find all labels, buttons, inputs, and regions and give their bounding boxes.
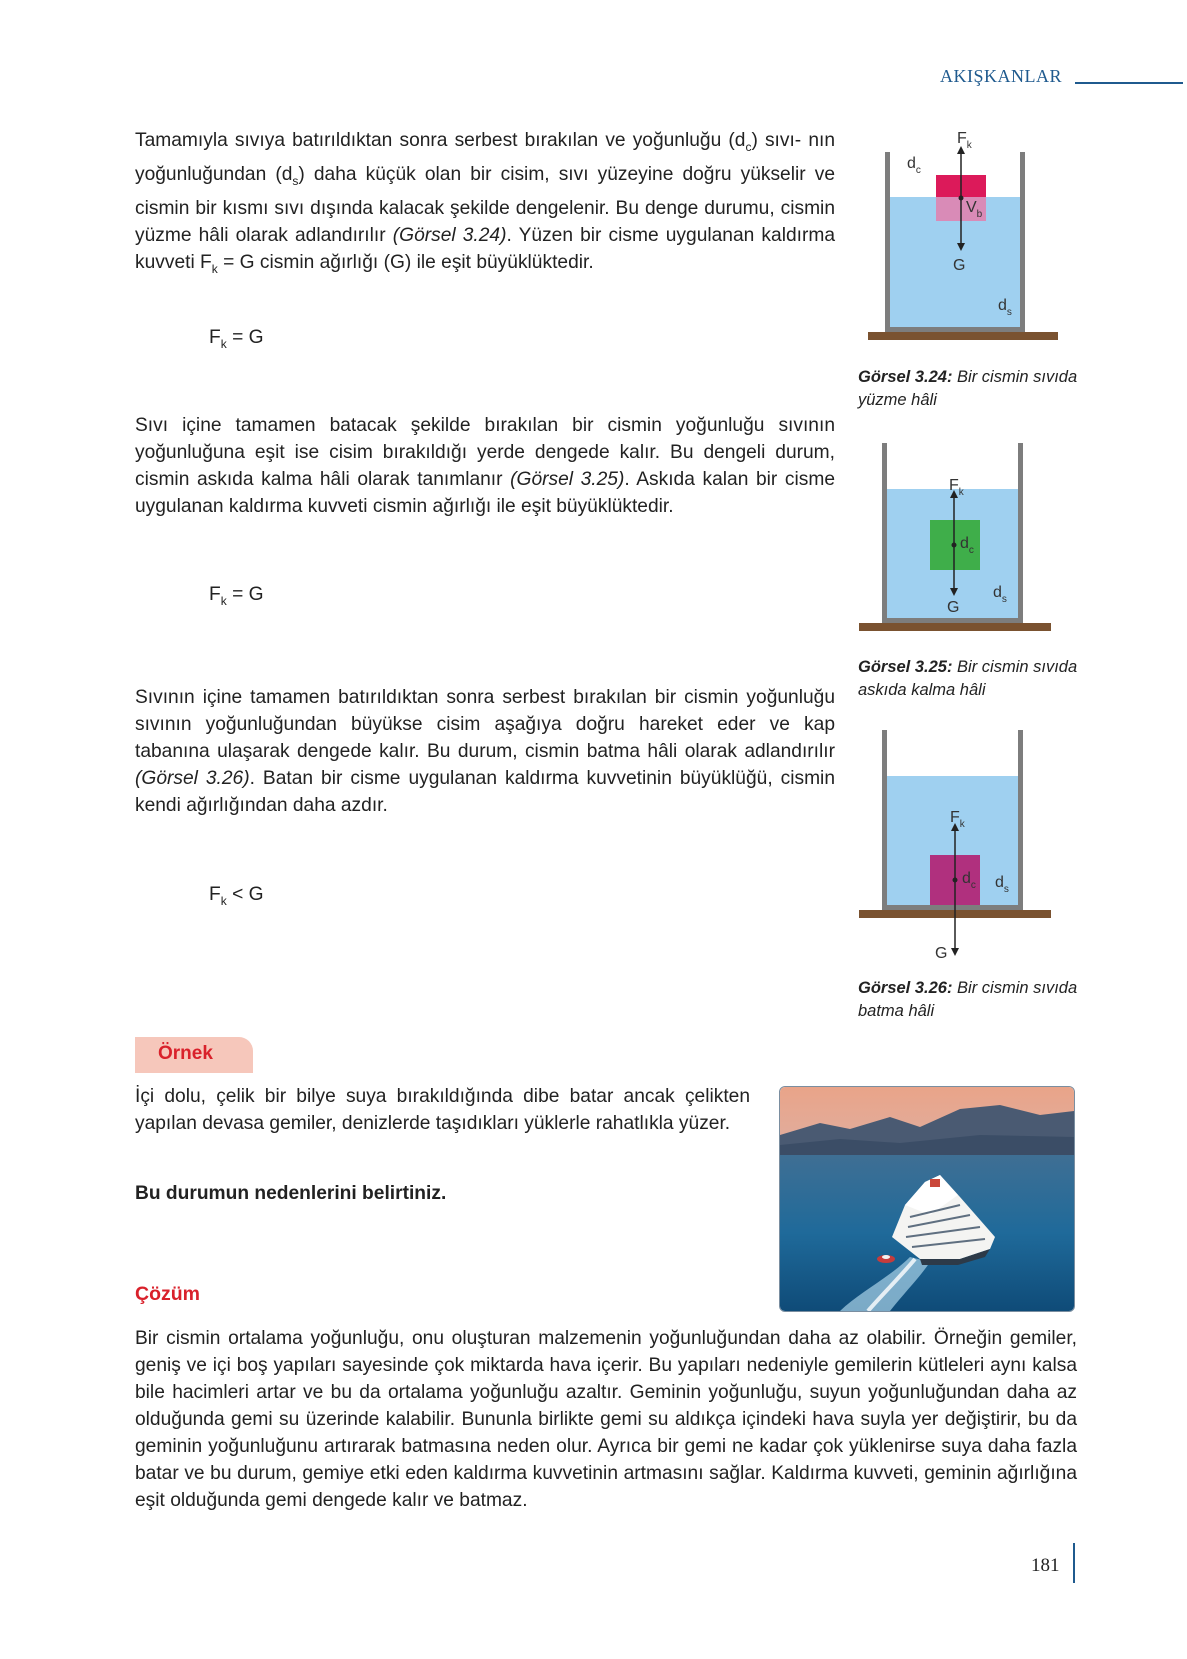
formula-rhs: = G	[226, 584, 264, 605]
formula-lhs: F	[209, 584, 221, 605]
header-rule	[1075, 82, 1183, 84]
label-fk: $F_k$	[949, 477, 964, 498]
caption-label: Görsel 3.24:	[858, 368, 953, 386]
label-dc: $d_c$	[907, 155, 921, 176]
label-ds: $d_s$	[998, 297, 1012, 318]
caption-suspended	[858, 656, 1098, 702]
ground	[859, 623, 1051, 631]
caption-sinking	[858, 977, 1098, 1023]
paragraph-suspended	[135, 412, 835, 520]
formula-sinking	[209, 884, 264, 908]
page-number: 181	[1031, 1555, 1060, 1576]
container-right-wall	[1018, 730, 1023, 910]
formula-sub: k	[220, 336, 227, 351]
label-g: G	[947, 599, 960, 616]
label-ds: $d_s$	[995, 874, 1009, 895]
text: ) daha küçük olan bir cisim, sıvı yüzeyine doğru yükselir ve cismin bir kısmı sıvı dışında kalacak şekilde dengelenir. Bu denge durumu, cismin yüzme hâli olarak adlandırılır	[135, 163, 835, 246]
container-left-wall	[882, 443, 887, 623]
caption-floating	[858, 366, 1098, 412]
arrow-down-icon	[951, 948, 959, 956]
container-left-wall	[882, 730, 887, 910]
label-dc: $d_c$	[960, 535, 974, 556]
text: . Yüzen bir cisme uygulanan kaldırma kuvveti F	[135, 224, 835, 273]
subscript: c	[745, 139, 752, 154]
paragraph-sinking	[135, 684, 835, 819]
caption-label: Görsel 3.25:	[858, 658, 953, 676]
header-title: AKIŞKANLAR	[940, 66, 1062, 86]
example-text: İçi dolu, çelik bir bilye suya bırakıldığında dibe batar ancak çelikten yapılan devasa gemiler, denizlerde taşıdıkları yüklerle rahatlıkla yüzer.	[135, 1086, 750, 1134]
figure-reference: (Görsel 3.26)	[135, 768, 250, 789]
container-bottom	[885, 327, 1025, 332]
figure-reference: (Görsel 3.25)	[510, 469, 625, 490]
label-dc: $d_c$	[962, 870, 976, 891]
text: = G cismin ağırlığı (G) ile eşit büyüklüktedir.	[217, 251, 594, 273]
formula-sub: k	[220, 593, 227, 608]
figure-sinking-diagram	[855, 725, 1055, 965]
label-g: G	[953, 257, 966, 274]
formula-suspended	[209, 584, 264, 608]
container-left-wall	[885, 152, 890, 332]
text: . Askıda kalan bir cisme uygulanan kaldırma kuvveti cismin ağırlığı ile eşit büyüklüktedir.	[135, 469, 836, 517]
formula-rhs: = G	[226, 327, 264, 348]
label-g: G	[935, 945, 948, 962]
label-vb: $V_b$	[966, 199, 983, 220]
subscript: s	[292, 173, 299, 188]
container-right-wall	[1020, 152, 1025, 332]
example-question: Bu durumun nedenlerini belirtiniz.	[135, 1183, 447, 1204]
figure-floating-diagram	[860, 130, 1060, 355]
caption-text: Bir cismin sıvıda yüzme hâli	[858, 368, 1078, 409]
example-tab	[135, 1037, 253, 1073]
text: nın yoğunluğundan (d	[135, 130, 835, 185]
formula-rhs: < G	[226, 884, 264, 905]
label-ds: $d_s$	[993, 584, 1007, 605]
page-number-rule	[1073, 1543, 1075, 1583]
solution-text: Bir cismin ortalama yoğunluğu, onu oluşturan malzemenin yoğunluğundan daha az olabilir. Örneğin gemiler, geniş ve içi boş yapıları sayesinde çok miktarda hava içerir. Bu yapıları nedeniyle gemilerin kütleleri aynı kalsa bile hacimleri artar ve bu da ortalama yoğunluğu azaltır. Geminin yoğunluğu, suyun yoğunluğundan daha az olduğunda gemi su üzerinde kalabilir. Bununla birlikte gemi su aldıkça içindeki hava suyla yer değiştirir, bu da geminin yoğunluğunu artırarak batmasına neden olur. Ayrıca bir gemi ne kadar çok yüklenirse suya daha fazla batar ve bu durum, gemiye etki eden kaldırma kuvvetinin artmasını sağlar. Kaldırma kuvveti, geminin ağırlığına eşit olduğunda gemi dengede kalır ve batmaz.	[135, 1328, 1077, 1511]
text: ) sıvı-	[751, 130, 802, 151]
text: . Batan bir cisme uygulanan kaldırma kuvvetinin büyüklüğü, cismin kendi ağırlığından daha azdır.	[135, 768, 835, 816]
container-right-wall	[1018, 443, 1023, 623]
figure-suspended-diagram	[855, 440, 1055, 650]
caption-label: Görsel 3.26:	[858, 979, 953, 997]
formula-lhs: F	[209, 327, 221, 348]
text: Sıvının içine tamamen batırıldıktan sonra serbest bırakılan bir cismin yoğunluğu sıvının yoğunluğundan büyükse cisim aşağıya doğru hareket eder ve kap tabanına ulaşarak dengede kalır. Bu durum, cismin batma hâli olarak adlandırılır	[135, 687, 835, 762]
cruise-ship-photo	[779, 1086, 1075, 1312]
container-bottom	[882, 905, 1023, 910]
figure-reference: (Görsel 3.24)	[392, 224, 507, 246]
container-bottom	[882, 618, 1023, 623]
arrow-up-icon	[957, 146, 965, 154]
solution-title: Çözüm	[135, 1283, 200, 1305]
text: Sıvı içine tamamen batacak şekilde bırakılan bir cismin yoğunluğu sıvının yoğunluğuna eşit ise cisim bırakıldığı yerde dengede kalır. Bu dengeli durum, cismin askıda kalma hâli olarak tanımlanır	[135, 415, 835, 490]
example-title: Örnek	[158, 1043, 213, 1064]
ground	[868, 332, 1058, 340]
label-fk: $F_k$	[957, 130, 972, 151]
caption-text: Bir cismin sıvıda askıda kalma hâli	[858, 658, 1078, 699]
caption-text: Bir cismin sıvıda batma hâli	[858, 979, 1078, 1020]
paragraph-floating	[135, 127, 835, 282]
text: Tamamıyla sıvıya batırıldıktan sonra serbest bırakılan ve yoğunluğu (d	[135, 130, 746, 151]
formula-lhs: F	[209, 884, 221, 905]
label-fk: $F_k$	[950, 809, 965, 830]
formula-sub: k	[220, 893, 227, 908]
formula-floating	[209, 327, 264, 351]
subscript: k	[211, 261, 218, 276]
